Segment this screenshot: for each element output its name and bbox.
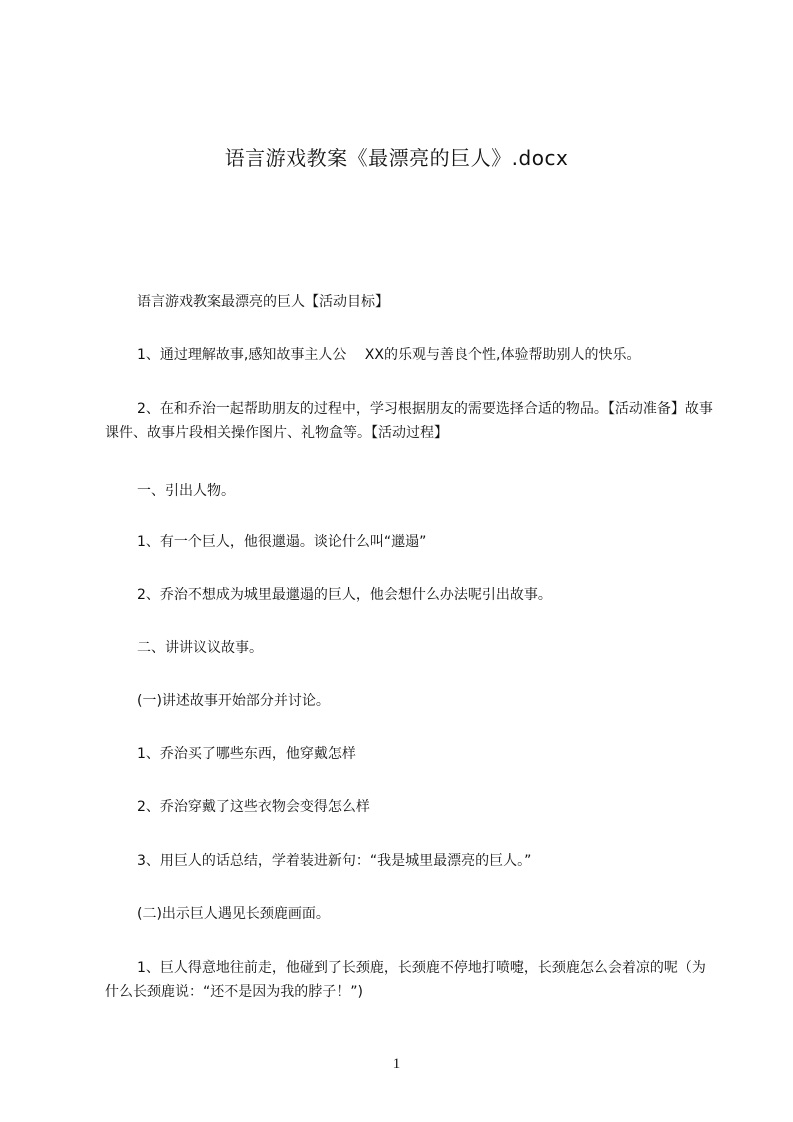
paragraph: 一、引出人物。 [137, 483, 235, 499]
paragraph: (一)讲述故事开始部分并讨论。 [137, 693, 330, 709]
paragraph: 1、乔治买了哪些东西，他穿戴怎样 [137, 746, 356, 762]
paragraph-heading: 语言游戏教案最漂亮的巨人【活动目标】 [137, 294, 389, 310]
paragraph: 1、通过理解故事,感知故事主人公 XX的乐观与善良个性,体验帮助别人的快乐。 [137, 347, 641, 363]
paragraph: (二)出示巨人遇见长颈鹿画面。 [137, 906, 330, 922]
paragraph: 1、巨人得意地往前走，他碰到了长颈鹿，长颈鹿不停地打喷嚏，长颈鹿怎么会着凉的呢（为什么长颈鹿说：“还不是因为我的脖子！”) [105, 960, 706, 1000]
document-title: 语言游戏教案《最漂亮的巨人》.docx [224, 146, 569, 170]
paragraph: 2、在和乔治一起帮助朋友的过程中，学习根据朋友的需要选择合适的物品。【活动准备】故事课件、故事片段相关操作图片、礼物盒等。【活动过程】 [105, 401, 713, 441]
paragraph: 2、乔治穿戴了这些衣物会变得怎么样 [137, 799, 370, 815]
paragraph: 2、乔治不想成为城里最邋遢的巨人，他会想什么办法呢引出故事。 [137, 587, 552, 603]
page-number: 1 [392, 1056, 401, 1072]
paragraph: 1、有一个巨人，他很邋遢。谈论什么叫“邋遢” [137, 534, 427, 550]
paragraph: 3、用巨人的话总结，学着装进新句：“我是城里最漂亮的巨人。” [137, 853, 532, 869]
paragraph: 二、讲讲议议故事。 [137, 640, 263, 656]
